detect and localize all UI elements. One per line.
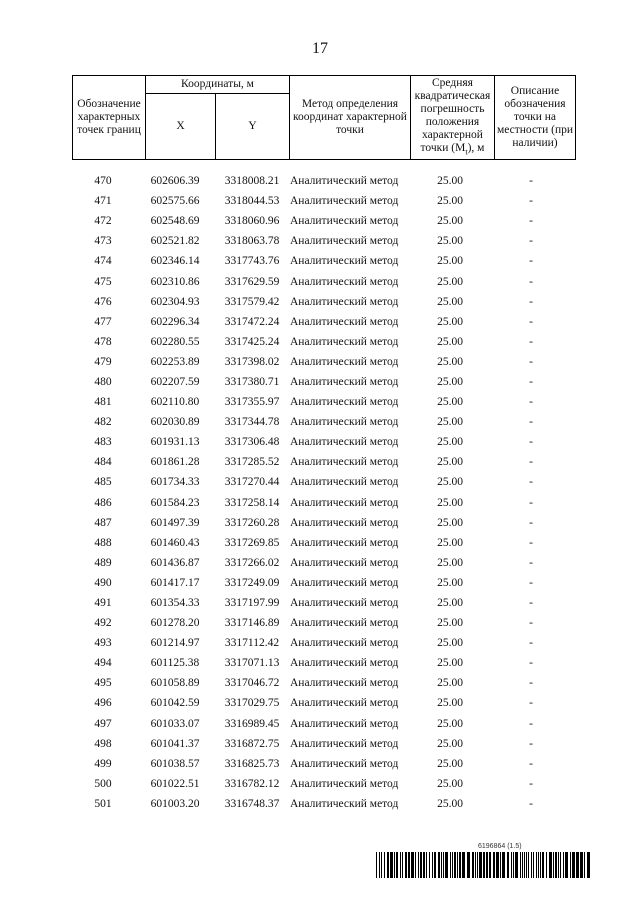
point-number: 482 xyxy=(94,416,112,429)
method-cell: Аналитический метод xyxy=(290,737,399,750)
table-row xyxy=(72,714,572,734)
table-row xyxy=(72,774,572,794)
table-row xyxy=(72,251,572,271)
coord-y: 3317197.99 xyxy=(224,597,280,610)
coord-x: 602030.89 xyxy=(150,416,200,429)
error-cell: 25.00 xyxy=(437,637,463,650)
error-cell: 25.00 xyxy=(437,175,463,188)
method-cell: Аналитический метод xyxy=(290,516,399,529)
error-cell: 25.00 xyxy=(437,315,463,328)
description-cell: - xyxy=(529,416,533,429)
point-number: 492 xyxy=(94,617,112,630)
table-row xyxy=(72,432,572,452)
coord-y: 3317306.48 xyxy=(224,436,280,449)
error-cell: 25.00 xyxy=(437,416,463,429)
coord-y: 3317112.42 xyxy=(224,637,280,650)
description-cell: - xyxy=(529,255,533,268)
coord-y: 3317146.89 xyxy=(224,617,280,630)
coord-x: 602575.66 xyxy=(150,195,200,208)
point-number: 476 xyxy=(94,295,112,308)
point-number: 470 xyxy=(94,175,112,188)
table-row xyxy=(72,613,572,633)
table-row xyxy=(72,352,572,372)
header-x: X xyxy=(146,94,216,160)
error-cell: 25.00 xyxy=(437,295,463,308)
coord-x: 601214.97 xyxy=(150,637,200,650)
table-row xyxy=(72,513,572,533)
point-number: 472 xyxy=(94,215,112,228)
table-row xyxy=(72,493,572,513)
description-cell: - xyxy=(529,556,533,569)
point-number: 496 xyxy=(94,697,112,710)
method-cell: Аналитический метод xyxy=(290,617,399,630)
header-y: Y xyxy=(216,94,290,160)
coord-y: 3317344.78 xyxy=(224,416,280,429)
header-description: Описание обозначения точки на местности (при наличии) xyxy=(495,76,576,160)
point-number: 487 xyxy=(94,516,112,529)
method-cell: Аналитический метод xyxy=(290,597,399,610)
description-cell: - xyxy=(529,597,533,610)
coord-x: 601436.87 xyxy=(150,556,200,569)
coord-x: 601042.59 xyxy=(150,697,200,710)
coord-x: 601003.20 xyxy=(150,797,200,810)
method-cell: Аналитический метод xyxy=(290,556,399,569)
description-cell: - xyxy=(529,275,533,288)
coord-y: 3318063.78 xyxy=(224,235,280,248)
coord-y: 3317071.13 xyxy=(224,657,280,670)
coord-x: 602304.93 xyxy=(150,295,200,308)
coord-x: 601584.23 xyxy=(150,496,200,509)
table-row xyxy=(72,452,572,472)
description-cell: - xyxy=(529,355,533,368)
coord-y: 3317743.76 xyxy=(224,255,280,268)
description-cell: - xyxy=(529,215,533,228)
table-row xyxy=(72,271,572,291)
table-row xyxy=(72,171,572,191)
error-cell: 25.00 xyxy=(437,476,463,489)
point-number: 500 xyxy=(94,777,112,790)
coord-x: 602521.82 xyxy=(150,235,200,248)
coord-y: 3317472.24 xyxy=(224,315,280,328)
method-cell: Аналитический метод xyxy=(290,797,399,810)
coord-y: 3317249.09 xyxy=(224,576,280,589)
description-cell: - xyxy=(529,777,533,790)
description-cell: - xyxy=(529,396,533,409)
description-cell: - xyxy=(529,737,533,750)
description-cell: - xyxy=(529,456,533,469)
coord-x: 601125.38 xyxy=(150,657,200,670)
point-number: 473 xyxy=(94,235,112,248)
table-row xyxy=(72,653,572,673)
coord-y: 3317269.85 xyxy=(224,536,280,549)
error-cell: 25.00 xyxy=(437,757,463,770)
point-number: 479 xyxy=(94,355,112,368)
method-cell: Аналитический метод xyxy=(290,496,399,509)
table-row xyxy=(72,754,572,774)
method-cell: Аналитический метод xyxy=(290,255,399,268)
coord-y: 3317398.02 xyxy=(224,355,280,368)
method-cell: Аналитический метод xyxy=(290,275,399,288)
description-cell: - xyxy=(529,677,533,690)
error-cell: 25.00 xyxy=(437,576,463,589)
table-row xyxy=(72,292,572,312)
error-cell: 25.00 xyxy=(437,516,463,529)
table-body xyxy=(72,171,572,814)
description-cell: - xyxy=(529,757,533,770)
error-cell: 25.00 xyxy=(437,355,463,368)
coord-y: 3317258.14 xyxy=(224,496,280,509)
method-cell: Аналитический метод xyxy=(290,456,399,469)
method-cell: Аналитический метод xyxy=(290,416,399,429)
description-cell: - xyxy=(529,797,533,810)
header-method: Метод определения координат характерной точки xyxy=(290,76,411,160)
point-number: 477 xyxy=(94,315,112,328)
coord-y: 3317266.02 xyxy=(224,556,280,569)
point-number: 486 xyxy=(94,496,112,509)
method-cell: Аналитический метод xyxy=(290,295,399,308)
coord-x: 602296.34 xyxy=(150,315,200,328)
error-cell: 25.00 xyxy=(437,456,463,469)
error-cell: 25.00 xyxy=(437,617,463,630)
coord-y: 3317260.28 xyxy=(224,516,280,529)
coord-x: 602207.59 xyxy=(150,375,200,388)
description-cell: - xyxy=(529,195,533,208)
coord-x: 601058.89 xyxy=(150,677,200,690)
description-cell: - xyxy=(529,375,533,388)
error-cell: 25.00 xyxy=(437,215,463,228)
description-cell: - xyxy=(529,576,533,589)
barcode xyxy=(376,852,590,878)
coord-y: 3317355.97 xyxy=(224,396,280,409)
table-row xyxy=(72,693,572,713)
method-cell: Аналитический метод xyxy=(290,717,399,730)
method-cell: Аналитический метод xyxy=(290,677,399,690)
page-number: 17 xyxy=(312,40,328,57)
description-cell: - xyxy=(529,436,533,449)
coord-x: 601861.28 xyxy=(150,456,200,469)
coord-y: 3316989.45 xyxy=(224,717,280,730)
description-cell: - xyxy=(529,657,533,670)
header-point-designation: Обозначение характерных точек границ xyxy=(73,76,146,160)
point-number: 495 xyxy=(94,677,112,690)
method-cell: Аналитический метод xyxy=(290,697,399,710)
point-number: 480 xyxy=(94,375,112,388)
description-cell: - xyxy=(529,717,533,730)
description-cell: - xyxy=(529,637,533,650)
method-cell: Аналитический метод xyxy=(290,215,399,228)
point-number: 493 xyxy=(94,637,112,650)
point-number: 485 xyxy=(94,476,112,489)
method-cell: Аналитический метод xyxy=(290,476,399,489)
header-error: Средняя квадратическая погрешность положения характерной точки $(M_t)$, м xyxy=(411,76,495,160)
error-cell: 25.00 xyxy=(437,697,463,710)
coord-x: 601022.51 xyxy=(150,777,200,790)
description-cell: - xyxy=(529,516,533,529)
point-number: 488 xyxy=(94,536,112,549)
description-cell: - xyxy=(529,335,533,348)
error-cell: 25.00 xyxy=(437,335,463,348)
coord-x: 601497.39 xyxy=(150,516,200,529)
point-number: 490 xyxy=(94,576,112,589)
coord-y: 3317579.42 xyxy=(224,295,280,308)
table-row xyxy=(72,372,572,392)
method-cell: Аналитический метод xyxy=(290,757,399,770)
description-cell: - xyxy=(529,175,533,188)
coord-y: 3317270.44 xyxy=(224,476,280,489)
coord-x: 602606.39 xyxy=(150,175,200,188)
coord-y: 3316748.37 xyxy=(224,797,280,810)
description-cell: - xyxy=(529,617,533,630)
coord-y: 3317380.71 xyxy=(224,375,280,388)
description-cell: - xyxy=(529,315,533,328)
point-number: 484 xyxy=(94,456,112,469)
error-cell: 25.00 xyxy=(437,536,463,549)
error-cell: 25.00 xyxy=(437,597,463,610)
point-number: 489 xyxy=(94,556,112,569)
error-cell: 25.00 xyxy=(437,677,463,690)
description-cell: - xyxy=(529,697,533,710)
coord-x: 601033.07 xyxy=(150,717,200,730)
table-row xyxy=(72,191,572,211)
table-row xyxy=(72,573,572,593)
method-cell: Аналитический метод xyxy=(290,235,399,248)
error-cell: 25.00 xyxy=(437,737,463,750)
method-cell: Аналитический метод xyxy=(290,335,399,348)
description-cell: - xyxy=(529,496,533,509)
point-number: 498 xyxy=(94,737,112,750)
point-number: 474 xyxy=(94,255,112,268)
table-row xyxy=(72,332,572,352)
point-number: 497 xyxy=(94,717,112,730)
point-number: 481 xyxy=(94,396,112,409)
table-row xyxy=(72,673,572,693)
error-cell: 25.00 xyxy=(437,657,463,670)
method-cell: Аналитический метод xyxy=(290,657,399,670)
error-cell: 25.00 xyxy=(437,275,463,288)
header-coordinates: Координаты, м xyxy=(146,76,290,94)
method-cell: Аналитический метод xyxy=(290,637,399,650)
table-row xyxy=(72,633,572,653)
table-row xyxy=(72,533,572,553)
point-number: 471 xyxy=(94,195,112,208)
coord-x: 602280.55 xyxy=(150,335,200,348)
coord-x: 602310.86 xyxy=(150,275,200,288)
table-header xyxy=(72,75,576,160)
error-cell: 25.00 xyxy=(437,797,463,810)
error-cell: 25.00 xyxy=(437,396,463,409)
coord-x: 601417.17 xyxy=(150,576,200,589)
method-cell: Аналитический метод xyxy=(290,576,399,589)
coord-y: 3317425.24 xyxy=(224,335,280,348)
coord-x: 601734.33 xyxy=(150,476,200,489)
error-cell: 25.00 xyxy=(437,496,463,509)
error-cell: 25.00 xyxy=(437,556,463,569)
method-cell: Аналитический метод xyxy=(290,175,399,188)
table-row xyxy=(72,553,572,573)
method-cell: Аналитический метод xyxy=(290,315,399,328)
table-row xyxy=(72,312,572,332)
error-cell: 25.00 xyxy=(437,436,463,449)
coord-y: 3316782.12 xyxy=(224,777,280,790)
coord-x: 601931.13 xyxy=(150,436,200,449)
coord-y: 3317046.72 xyxy=(224,677,280,690)
table-row xyxy=(72,412,572,432)
method-cell: Аналитический метод xyxy=(290,777,399,790)
coord-y: 3317285.52 xyxy=(224,456,280,469)
coord-x: 601278.20 xyxy=(150,617,200,630)
table-row xyxy=(72,593,572,613)
point-number: 483 xyxy=(94,436,112,449)
table-row xyxy=(72,231,572,251)
table-row xyxy=(72,794,572,814)
point-number: 499 xyxy=(94,757,112,770)
table-row xyxy=(72,734,572,754)
coord-x: 601460.43 xyxy=(150,536,200,549)
description-cell: - xyxy=(529,295,533,308)
point-number: 494 xyxy=(94,657,112,670)
method-cell: Аналитический метод xyxy=(290,355,399,368)
point-number: 475 xyxy=(94,275,112,288)
table-row xyxy=(72,392,572,412)
table-row xyxy=(72,472,572,492)
coord-y: 3318008.21 xyxy=(224,175,280,188)
coord-x: 602346.14 xyxy=(150,255,200,268)
error-cell: 25.00 xyxy=(437,375,463,388)
coord-y: 3317029.75 xyxy=(224,697,280,710)
coord-y: 3317629.59 xyxy=(224,275,280,288)
point-number: 478 xyxy=(94,335,112,348)
method-cell: Аналитический метод xyxy=(290,536,399,549)
method-cell: Аналитический метод xyxy=(290,195,399,208)
point-number: 491 xyxy=(94,597,112,610)
description-cell: - xyxy=(529,536,533,549)
description-cell: - xyxy=(529,476,533,489)
barcode-label: 6196864 (1.5) xyxy=(478,843,522,850)
method-cell: Аналитический метод xyxy=(290,436,399,449)
error-cell: 25.00 xyxy=(437,777,463,790)
coord-x: 601041.37 xyxy=(150,737,200,750)
error-cell: 25.00 xyxy=(437,255,463,268)
error-cell: 25.00 xyxy=(437,717,463,730)
coord-y: 3316872.75 xyxy=(224,737,280,750)
table-row xyxy=(72,211,572,231)
coord-x: 601354.33 xyxy=(150,597,200,610)
error-cell: 25.00 xyxy=(437,195,463,208)
method-cell: Аналитический метод xyxy=(290,375,399,388)
coord-x: 602548.69 xyxy=(150,215,200,228)
description-cell: - xyxy=(529,235,533,248)
point-number: 501 xyxy=(94,797,112,810)
coord-x: 601038.57 xyxy=(150,757,200,770)
coord-y: 3316825.73 xyxy=(224,757,280,770)
coord-y: 3318044.53 xyxy=(224,195,280,208)
coord-y: 3318060.96 xyxy=(224,215,280,228)
method-cell: Аналитический метод xyxy=(290,396,399,409)
coord-x: 602253.89 xyxy=(150,355,200,368)
coord-x: 602110.80 xyxy=(150,396,200,409)
error-cell: 25.00 xyxy=(437,235,463,248)
